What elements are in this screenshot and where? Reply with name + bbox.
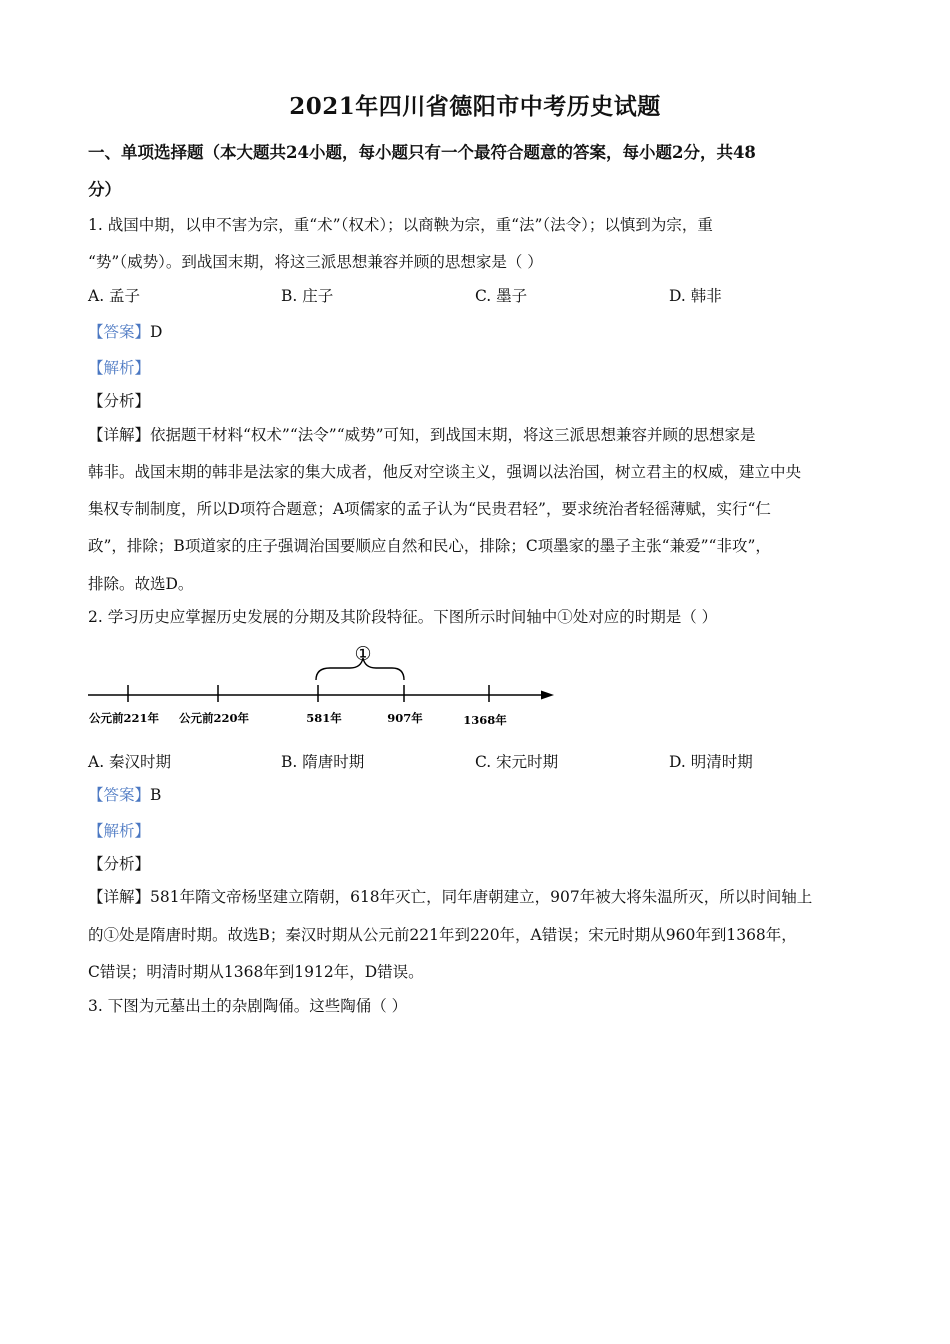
answer-tag: 【答案】 [88, 786, 151, 804]
q2-analysis-tag: 【解析】 [88, 822, 151, 840]
q2-answer-line [88, 784, 161, 806]
q1-stem-line2: “势”（威势）。到战国末期，将这三派思想兼容并顾的思想家是（ ） [88, 253, 543, 271]
q2-stem: 2. 学习历史应掌握历史发展的分期及其阶段特征。下图所示时间轴中①处对应的时期是（ ） [88, 608, 718, 626]
q1-answer-line [88, 321, 162, 343]
section-heading-line1: 一、单项选择题（本大题共24小题，每小题只有一个最符合题意的答案，每小题2分，共48 [88, 143, 756, 162]
timeline-marker: ① [354, 643, 372, 665]
q2-detail-line2: 的①处是隋唐时期。故选B；秦汉时期从公元前221年到220年，A错误；宋元时期从960年到1368年， [88, 926, 797, 944]
q2-option-c: C. 宋元时期 [475, 753, 559, 771]
q1-answer: D [150, 323, 163, 341]
q2-answer: B [150, 786, 162, 804]
tick-label-2: 公元前220年 [178, 711, 250, 725]
q1-detail-line2: 韩非。战国末期的韩非是法家的集大成者，他反对空谈主义，强调以法治国，树立君主的权威，建立中央 [88, 463, 802, 481]
q2-detail-line3: C错误；明清时期从1368年到1912年，D错误。 [88, 963, 424, 981]
page-title: 2021年四川省德阳市中考历史试题 [289, 93, 661, 120]
q1-option-b: B. 庄子 [281, 287, 334, 305]
q2-option-a: A. 秦汉时期 [88, 753, 172, 771]
q1-option-d: D. 韩非 [669, 287, 722, 305]
answer-tag: 【答案】 [88, 323, 151, 341]
q3-stem: 3. 下图为元墓出土的杂剧陶俑。这些陶俑（ ） [88, 997, 408, 1015]
tick-label-5: 1368年 [463, 713, 507, 727]
q2-option-b: B. 隋唐时期 [281, 753, 365, 771]
section-heading-line2: 分） [88, 180, 121, 199]
q1-detail-line5: 排除。故选D。 [88, 575, 194, 593]
q1-fenxi: 【分析】 [88, 392, 151, 410]
q1-detail-line3: 集权专制制度，所以D项符合题意；A项儒家的孟子认为“民贵君轻”，要求统治者轻徭薄赋，实行“仁 [88, 500, 771, 518]
q2-fenxi: 【分析】 [88, 855, 151, 873]
q2-detail-line1: 【详解】581年隋文帝杨坚建立隋朝，618年灭亡，同年唐朝建立，907年被大将朱温所灭，所以时间轴上 [88, 888, 813, 906]
q1-detail-line1: 【详解】依据题干材料“权术”“法令”“威势”可知，到战国末期，将这三派思想兼容并顾的思想家是 [88, 426, 756, 444]
q1-stem-line1: 1. 战国中期，以申不害为宗，重“术”（权术）；以商鞅为宗，重“法”（法令）；以慎到为宗，重 [88, 216, 713, 234]
timeline-diagram [80, 638, 570, 738]
q1-option-a: A. 孟子 [88, 287, 141, 305]
q1-detail-line4: 政”，排除；B项道家的庄子强调治国要顺应自然和民心，排除；C项墨家的墨子主张“兼爱”“非攻”， [88, 537, 771, 555]
timeline-arrowhead [541, 691, 554, 700]
tick-label-1: 公元前221年 [88, 711, 160, 725]
tick-label-4: 907年 [387, 711, 423, 725]
q2-option-d: D. 明清时期 [669, 753, 753, 771]
q1-option-c: C. 墨子 [475, 287, 528, 305]
tick-label-3: 581年 [306, 711, 342, 725]
q1-analysis-tag: 【解析】 [88, 359, 151, 377]
